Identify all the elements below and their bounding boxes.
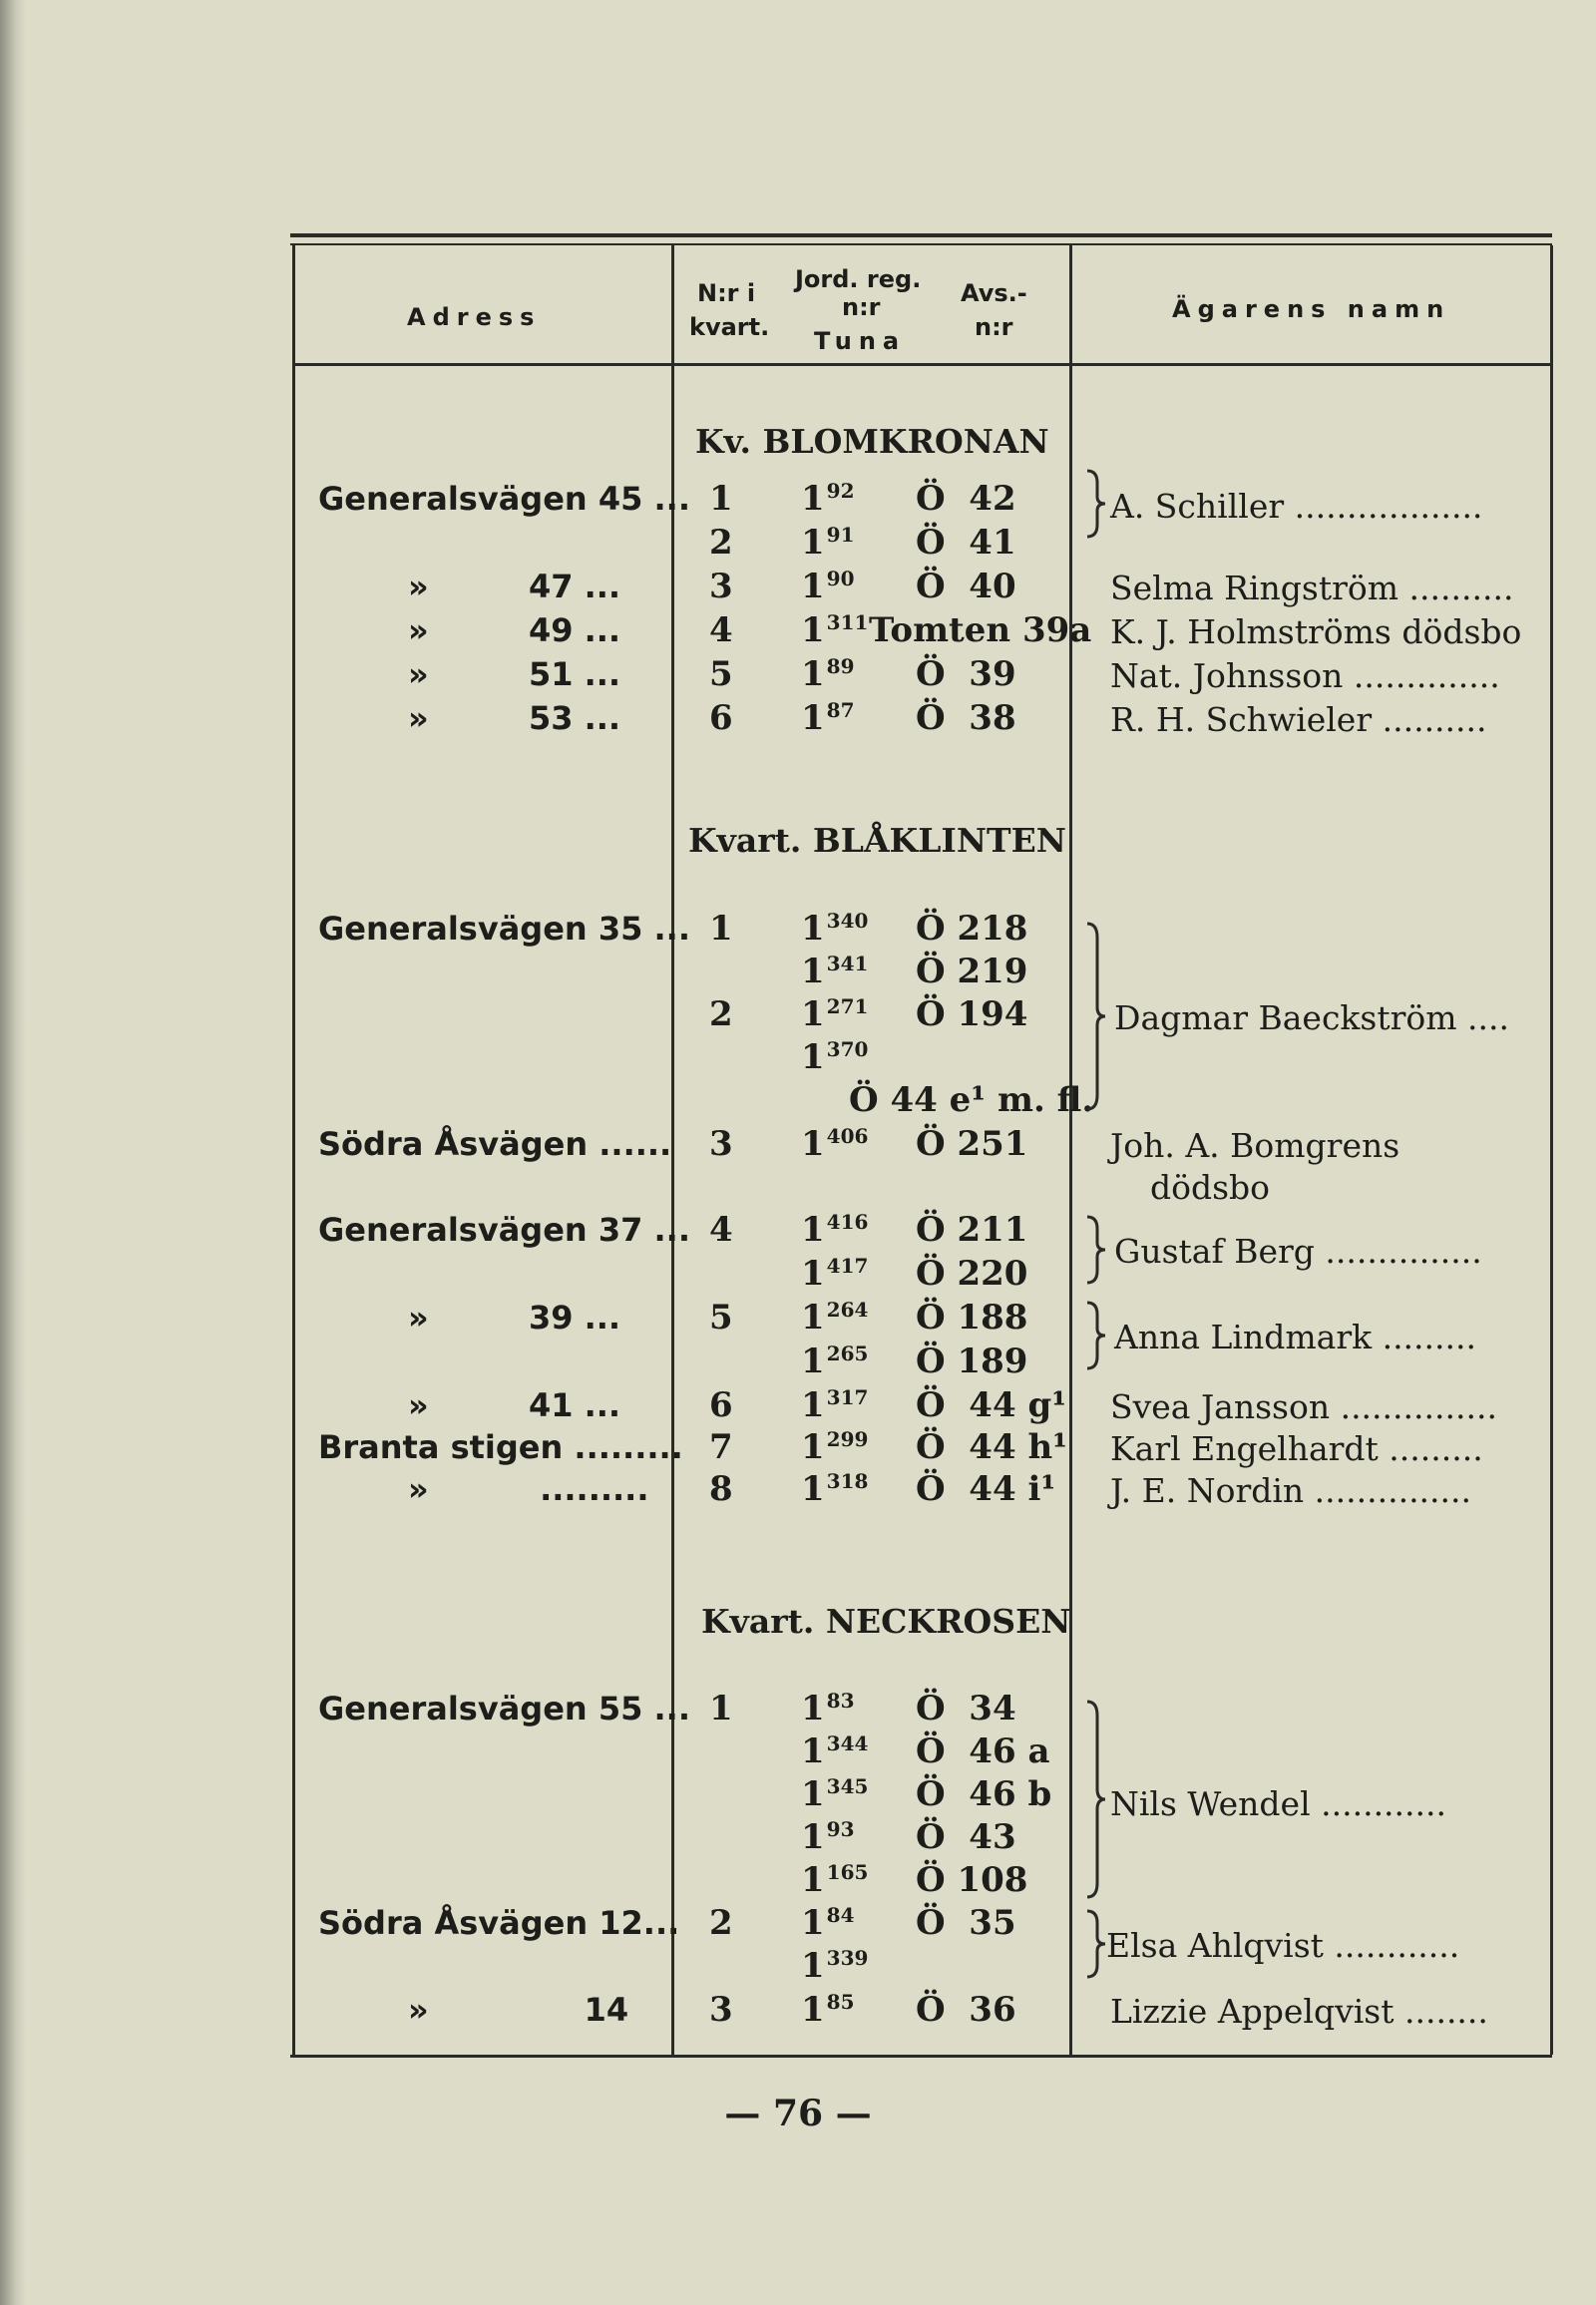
owner-cell: Selma Ringström ..........	[1110, 569, 1514, 607]
jord-sup: 341	[826, 952, 869, 975]
kvart-nr-cell: 7	[709, 1427, 733, 1467]
kvart-nr-cell: 5	[709, 654, 733, 694]
jord-nr-cell	[801, 1946, 869, 1986]
jord-nr-cell	[801, 698, 855, 738]
kvart-nr-cell: 2	[709, 1903, 733, 1943]
jord-nr-cell	[801, 523, 855, 563]
jord-base: 1	[801, 1731, 825, 1771]
brace-berg	[1083, 1215, 1113, 1285]
brace-ahlqvist	[1083, 1909, 1113, 1979]
jord-sup: 93	[826, 1817, 855, 1841]
jord-sup: 299	[826, 1427, 869, 1451]
jord-sup: 87	[826, 698, 855, 722]
jord-nr-cell	[801, 1903, 855, 1943]
jord-base: 1	[801, 523, 825, 563]
avs-nr-cell: Ö 46 a	[916, 1731, 1050, 1771]
jord-nr-cell	[801, 1427, 869, 1467]
address-cell: » 49 ...	[408, 611, 621, 649]
brace-lindmark	[1083, 1301, 1113, 1370]
owner-cell-cont: dödsbo	[1150, 1168, 1271, 1207]
avs-nr-cell: Ö 218	[916, 909, 1028, 949]
owner-berg: Gustaf Berg ...............	[1114, 1232, 1482, 1271]
avs-nr-cell: Ö 219	[916, 952, 1028, 991]
address-cell: » 41 ...	[408, 1386, 621, 1424]
address-cell: » .........	[408, 1470, 649, 1508]
jord-base: 1	[801, 1342, 825, 1381]
property-table	[290, 233, 1552, 2063]
header-owner: Ägarens namn	[1172, 295, 1451, 323]
page-number: — 76 —	[724, 2093, 872, 2134]
jord-nr-cell	[801, 1254, 869, 1294]
jord-base: 1	[801, 1990, 825, 2030]
left-border	[292, 245, 295, 2055]
jord-base: 1	[801, 1817, 825, 1857]
kvart-nr-cell: 8	[709, 1469, 733, 1509]
address-cell: » 14	[408, 1991, 629, 2029]
jord-nr-cell	[801, 1342, 869, 1381]
jord-base: 1	[801, 1946, 825, 1986]
jord-sup: 340	[826, 909, 869, 933]
brace-baeckstrom	[1083, 922, 1113, 1111]
jord-base: 1	[801, 909, 825, 949]
kvart-nr-cell: 3	[709, 567, 733, 606]
avs-nr-cell: Ö 44 g¹	[916, 1385, 1067, 1425]
address-cell: Branta stigen .........	[318, 1428, 683, 1466]
address-cell: Generalsvägen 35 ...	[318, 910, 690, 948]
top-rule-1	[290, 233, 1552, 237]
avs-nr-cell: Ö 44 h¹	[916, 1427, 1068, 1467]
kvart-nr-cell: 4	[709, 1210, 733, 1250]
avs-nr-cell: Ö 189	[916, 1342, 1028, 1381]
owner-cell: Joh. A. Bomgrens	[1110, 1126, 1400, 1165]
jord-nr-cell	[801, 1385, 869, 1425]
jord-base: 1	[801, 567, 825, 606]
jord-sup: 84	[826, 1903, 855, 1927]
jord-nr-cell	[801, 1689, 855, 1729]
jord-nr-cell	[801, 1817, 855, 1857]
jord-base: 1	[801, 994, 825, 1034]
owner-cell: K. J. Holmströms dödsbo	[1110, 612, 1522, 651]
jord-base: 1	[801, 698, 825, 738]
jord-sup: 317	[826, 1385, 869, 1409]
right-border	[1550, 245, 1553, 2055]
avs-nr-cell: Ö 39	[916, 654, 1016, 694]
jord-nr-cell	[801, 909, 869, 949]
jord-base: 1	[801, 1469, 825, 1509]
avs-nr-cell: Ö 44 e¹ m. fl.	[849, 1080, 1094, 1120]
jord-base: 1	[801, 1037, 825, 1077]
page-edge	[0, 0, 26, 2305]
kvart-nr-cell: 1	[709, 479, 733, 519]
avs-nr-cell: Ö 35	[916, 1903, 1016, 1943]
avs-nr-cell: Ö 251	[916, 1124, 1028, 1164]
header-avs-1: Avs.-	[961, 279, 1027, 307]
avs-nr-cell: Ö 38	[916, 698, 1016, 738]
address-cell: Generalsvägen 37 ...	[318, 1211, 690, 1249]
top-rule-2	[290, 243, 1552, 245]
kvart-nr-cell: 6	[709, 1385, 733, 1425]
avs-nr-cell: Ö 220	[916, 1254, 1028, 1294]
address-cell: » 47 ...	[408, 568, 621, 605]
brace-wendel	[1083, 1700, 1113, 1899]
owner-schiller: A. Schiller ..................	[1110, 487, 1483, 526]
section-title: Kv. BLOMKRONAN	[695, 422, 1049, 461]
jord-nr-cell	[801, 567, 855, 606]
jord-nr-cell	[801, 610, 869, 650]
jord-sup: 318	[826, 1469, 869, 1493]
owner-cell: Nat. Johnsson ..............	[1110, 656, 1500, 695]
address-cell: » 53 ...	[408, 699, 621, 737]
address-cell: Generalsvägen 45 ...	[318, 480, 690, 518]
section-title: Kvart. NECKROSEN	[701, 1602, 1071, 1641]
jord-sup: 311	[826, 610, 869, 634]
jord-nr-cell	[801, 994, 869, 1034]
jord-base: 1	[801, 1860, 825, 1900]
jord-base: 1	[801, 1774, 825, 1814]
avs-nr-cell: Ö 41	[916, 523, 1016, 563]
owner-cell: Lizzie Appelqvist ........	[1110, 1992, 1488, 2031]
owner-cell: Svea Jansson ...............	[1110, 1387, 1497, 1426]
avs-nr-cell: Ö 194	[916, 994, 1028, 1034]
jord-nr-cell	[801, 1774, 869, 1814]
jord-base: 1	[801, 1385, 825, 1425]
owner-cell: R. H. Schwieler ..........	[1110, 700, 1487, 739]
jord-sup: 271	[826, 994, 869, 1018]
kvart-nr-cell: 3	[709, 1990, 733, 2030]
jord-base: 1	[801, 1298, 825, 1338]
address-cell: » 39 ...	[408, 1299, 621, 1337]
jord-sup: 406	[826, 1124, 869, 1148]
avs-nr-cell: Ö 40	[916, 567, 1016, 606]
avs-nr-cell: Ö 188	[916, 1298, 1028, 1338]
owner-cell: J. E. Nordin ...............	[1110, 1471, 1472, 1510]
jord-sup: 83	[826, 1689, 855, 1713]
jord-sup: 344	[826, 1731, 869, 1755]
header-jord-2: n:r	[842, 293, 881, 321]
jord-sup: 92	[826, 479, 855, 503]
address-cell: Generalsvägen 55 ...	[318, 1690, 690, 1728]
jord-nr-cell	[801, 1298, 869, 1338]
address-cell: Södra Åsvägen ......	[318, 1125, 672, 1163]
jord-base: 1	[801, 1903, 825, 1943]
jord-nr-cell	[801, 1469, 869, 1509]
jord-base: 1	[801, 1124, 825, 1164]
jord-sup: 265	[826, 1342, 869, 1365]
jord-sup: 416	[826, 1210, 869, 1234]
kvart-nr-cell: 5	[709, 1298, 733, 1338]
jord-sup: 417	[826, 1254, 869, 1278]
owner-ahlqvist: Elsa Ahlqvist ............	[1106, 1926, 1460, 1965]
jord-sup: 91	[826, 523, 855, 547]
section-title: Kvart. BLÅKLINTEN	[688, 821, 1066, 860]
avs-nr-cell: Ö 44 i¹	[916, 1469, 1056, 1509]
jord-base: 1	[801, 610, 825, 650]
jord-sup: 90	[826, 567, 855, 590]
jord-sup: 165	[826, 1860, 869, 1884]
header-jord-3: Tuna	[814, 327, 907, 355]
avs-nr-cell: Ö 108	[916, 1860, 1028, 1900]
kvart-nr-cell: 6	[709, 698, 733, 738]
jord-nr-cell	[801, 1124, 869, 1164]
jord-nr-cell	[801, 952, 869, 991]
avs-nr-cell: Ö 211	[916, 1210, 1028, 1250]
jord-sup: 85	[826, 1990, 855, 2014]
kvart-nr-cell: 3	[709, 1124, 733, 1164]
address-cell: » 51 ...	[408, 655, 621, 693]
avs-nr-cell: Ö 36	[916, 1990, 1016, 2030]
jord-base: 1	[801, 479, 825, 519]
avs-nr-cell: Ö 46 b	[916, 1774, 1052, 1814]
header-jord-1: Jord. reg.	[795, 265, 922, 293]
jord-base: 1	[801, 654, 825, 694]
avs-nr-cell: Tomten 39a	[869, 610, 1092, 650]
jord-nr-cell	[801, 1990, 855, 2030]
jord-nr-cell	[801, 479, 855, 519]
avs-nr-cell: Ö 42	[916, 479, 1016, 519]
kvart-nr-cell: 2	[709, 994, 733, 1034]
kvart-nr-cell: 2	[709, 523, 733, 563]
jord-base: 1	[801, 1210, 825, 1250]
kvart-nr-cell: 1	[709, 1689, 733, 1729]
jord-base: 1	[801, 1689, 825, 1729]
header-rule	[293, 363, 1550, 366]
jord-nr-cell	[801, 1037, 869, 1077]
kvart-nr-cell: 1	[709, 909, 733, 949]
bottom-rule	[290, 2055, 1552, 2058]
jord-nr-cell	[801, 1210, 869, 1250]
avs-nr-cell: Ö 34	[916, 1689, 1016, 1729]
jord-base: 1	[801, 1254, 825, 1294]
kvart-nr-cell: 4	[709, 610, 733, 650]
jord-sup: 264	[826, 1298, 869, 1322]
owner-wendel: Nils Wendel ............	[1110, 1784, 1446, 1823]
owner-cell: Karl Engelhardt .........	[1110, 1429, 1483, 1468]
jord-nr-cell	[801, 654, 855, 694]
header-nr-2: kvart.	[689, 313, 770, 341]
jord-sup: 370	[826, 1037, 869, 1061]
header-address: Adress	[407, 303, 542, 331]
owner-baeckstrom: Dagmar Baeckström ....	[1114, 998, 1509, 1037]
col-divider-2	[1069, 245, 1072, 2055]
brace-schiller	[1083, 469, 1113, 539]
jord-nr-cell	[801, 1731, 869, 1771]
jord-base: 1	[801, 1427, 825, 1467]
owner-lindmark: Anna Lindmark .........	[1114, 1318, 1476, 1356]
jord-sup: 89	[826, 654, 855, 678]
header-avs-2: n:r	[975, 313, 1013, 341]
avs-nr-cell: Ö 43	[916, 1817, 1016, 1857]
address-cell: Södra Åsvägen 12...	[318, 1904, 680, 1942]
jord-sup: 339	[826, 1946, 869, 1970]
jord-nr-cell	[801, 1860, 869, 1900]
jord-base: 1	[801, 952, 825, 991]
jord-sup: 345	[826, 1774, 869, 1798]
header-nr-1: N:r i	[697, 279, 756, 307]
